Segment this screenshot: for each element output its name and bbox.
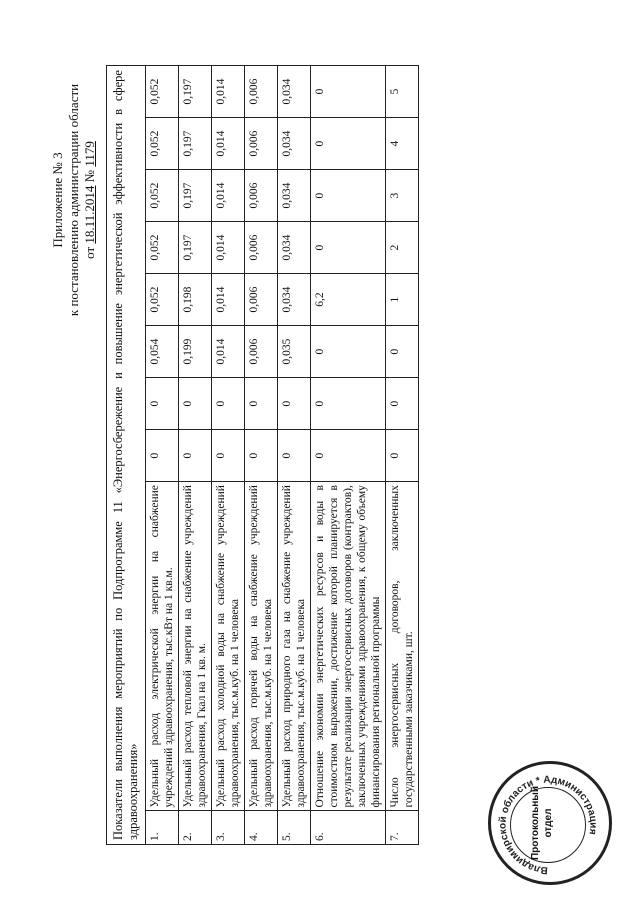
indicator-value: 0 xyxy=(245,378,278,430)
table-row xyxy=(146,66,179,845)
indicator-value: 0,197 xyxy=(179,66,212,118)
indicator-value: 0,034 xyxy=(278,170,311,222)
indicator-value: 0,014 xyxy=(212,326,245,378)
indicator-name: Число энергосервисных договоров, заключенных государственными заказчиками, шт. xyxy=(386,482,419,811)
indicator-value: 0,199 xyxy=(179,326,212,378)
indicator-value: 0,034 xyxy=(278,118,311,170)
indicator-name: Удельный расход горячей воды на снабжение учреждений здравоохранения, тыс.м.куб. на 1 человека xyxy=(245,482,278,811)
indicator-value: 0,034 xyxy=(278,222,311,274)
row-number: 2. xyxy=(179,811,212,845)
indicator-value: 0 xyxy=(278,430,311,482)
indicator-value: 0 xyxy=(311,326,386,378)
indicator-value: 0,034 xyxy=(278,66,311,118)
indicator-value: 0,197 xyxy=(179,222,212,274)
row-number: 5. xyxy=(278,811,311,845)
indicator-value: 0,014 xyxy=(212,170,245,222)
indicator-value: 0 xyxy=(311,430,386,482)
indicator-value: 1 xyxy=(386,274,419,326)
indicator-value: 0 xyxy=(146,378,179,430)
table-title-row xyxy=(107,66,146,845)
table-row xyxy=(179,66,212,845)
indicator-value: 0,052 xyxy=(146,66,179,118)
indicator-value: 0,006 xyxy=(245,66,278,118)
row-number: 7. xyxy=(386,811,419,845)
indicator-value: 0 xyxy=(386,430,419,482)
table-row xyxy=(311,66,386,845)
table-row xyxy=(245,66,278,845)
indicator-value: 0,006 xyxy=(245,326,278,378)
row-number: 6. xyxy=(311,811,386,845)
indicator-value: 0,054 xyxy=(146,326,179,378)
row-number: 3. xyxy=(212,811,245,845)
indicator-value: 0,006 xyxy=(245,118,278,170)
number-label: № xyxy=(82,169,97,183)
indicator-value: 4 xyxy=(386,118,419,170)
indicator-value: 0,197 xyxy=(179,118,212,170)
indicator-value: 5 xyxy=(386,66,419,118)
appendix-date-line xyxy=(82,70,98,330)
decree-number: 1179 xyxy=(82,141,97,167)
indicator-value: 0,034 xyxy=(278,274,311,326)
indicators-table xyxy=(106,65,419,845)
indicator-value: 0,006 xyxy=(245,222,278,274)
indicator-value: 0 xyxy=(245,430,278,482)
indicator-value: 0 xyxy=(212,430,245,482)
indicator-value: 2 xyxy=(386,222,419,274)
indicator-value: 0 xyxy=(146,430,179,482)
appendix-subtitle: к постановлению администрации области xyxy=(66,83,81,317)
indicator-value: 0,014 xyxy=(212,66,245,118)
indicator-value: 0 xyxy=(179,378,212,430)
table-row xyxy=(278,66,311,845)
indicator-value: 0,052 xyxy=(146,222,179,274)
indicator-value: 0 xyxy=(386,326,419,378)
table-row xyxy=(386,66,419,845)
row-number: 4. xyxy=(245,811,278,845)
indicator-name: Удельный расход природного газа на снабжение учреждений здравоохранения, тыс.м.куб. на 1 человека xyxy=(278,482,311,811)
appendix-header xyxy=(50,70,98,330)
indicator-value: 0 xyxy=(311,118,386,170)
indicator-name: Отношение экономии энергетических ресурсов и воды в стоимостном выражении, достижение которой планируется в результате реализации энергосервисных договоров (контрактов), заключенных учреждениями здравоохранения, к общему объему финансирования региональной программы xyxy=(311,482,386,811)
date-prefix: от xyxy=(82,246,97,259)
indicator-value: 0 xyxy=(311,378,386,430)
indicator-name: Удельный расход электрической энергии на снабжение учреждений здравоохранения, тыс.кВт на 1 кв.м. xyxy=(146,482,179,811)
indicator-value: 0,014 xyxy=(212,222,245,274)
indicator-value: 0 xyxy=(311,66,386,118)
indicator-value: 0,197 xyxy=(179,170,212,222)
stamp-line-2: отдел xyxy=(543,808,554,838)
indicator-value: 0,014 xyxy=(212,118,245,170)
indicator-value: 0,006 xyxy=(245,274,278,326)
indicator-value: 0 xyxy=(386,378,419,430)
stamp-center-text xyxy=(529,764,555,882)
table-row xyxy=(212,66,245,845)
indicator-value: 0,052 xyxy=(146,274,179,326)
indicator-name: Удельный расход тепловой энергии на снабжение учреждений здравоохранения, Гкал на 1 кв. м. xyxy=(179,482,212,811)
indicator-value: 0,006 xyxy=(245,170,278,222)
svg-text:Владимирской области * Админис: Владимирской области * Администрация xyxy=(497,774,599,876)
official-stamp xyxy=(488,761,612,885)
decree-date: 18.11.2014 xyxy=(82,185,97,244)
indicator-name: Удельный расход холодной воды на снабжение учреждений здравоохранения, тыс.м.куб. на 1 человека xyxy=(212,482,245,811)
indicator-value: 0,198 xyxy=(179,274,212,326)
indicator-value: 6,2 xyxy=(311,274,386,326)
indicator-value: 3 xyxy=(386,170,419,222)
stamp-line-1: Протокольный xyxy=(530,786,541,860)
indicator-value: 0,035 xyxy=(278,326,311,378)
indicator-value: 0 xyxy=(278,378,311,430)
indicator-value: 0 xyxy=(311,222,386,274)
table-title: Показатели выполнения мероприятий по Подпрограмме 11 «Энергосбережение и повышение энергетической эффективности в сфере здравоохранения» xyxy=(107,66,146,845)
appendix-title: Приложение № 3 xyxy=(50,152,65,248)
indicator-value: 0,052 xyxy=(146,170,179,222)
indicator-value: 0,014 xyxy=(212,274,245,326)
row-number: 1. xyxy=(146,811,179,845)
indicator-value: 0 xyxy=(311,170,386,222)
indicator-value: 0 xyxy=(179,430,212,482)
indicator-value: 0,052 xyxy=(146,118,179,170)
indicator-value: 0 xyxy=(212,378,245,430)
